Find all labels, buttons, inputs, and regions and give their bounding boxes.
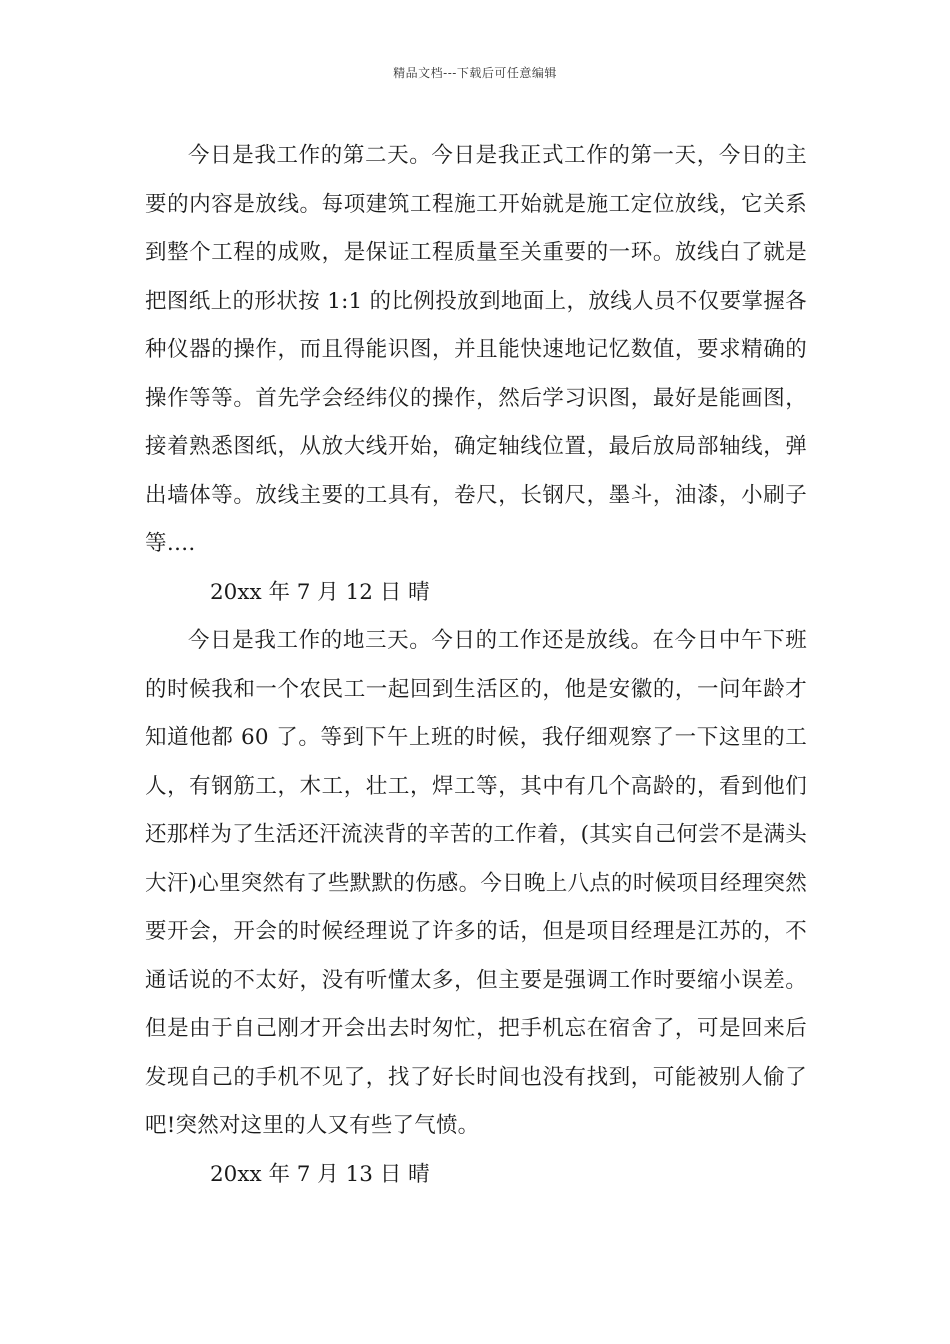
diary-paragraph-1: 今日是我工作的第二天。今日是我正式工作的第一天，今日的主要的内容是放线。每项建筑工程施工开始就是施工定位放线，它关系到整个工程的成败，是保证工程质量至关重要的一环。放线白了就是把图纸上的形状按 1:1 的比例投放到地面上，放线人员不仅要掌握各种仪器的操作，而且得能识图，并且能快速地记忆数值，要求精确的操作等等。首先学会经纬仪的操作，然后学习识图，最好是能画图，接着熟悉图纸，从放大线开始，确定轴线位置，最后放局部轴线，弹出墙体等。放线主要的工具有，卷尺，长钢尺，墨斗，油漆，小刷子等…. bbox=[145, 143, 807, 556]
diary-date-2: 20xx 年 7 月 13 日 晴 bbox=[210, 1161, 430, 1187]
document-body bbox=[145, 132, 807, 1199]
document-header: 精品文档---下载后可任意编辑 bbox=[393, 66, 557, 80]
diary-date-1: 20xx 年 7 月 12 日 晴 bbox=[210, 579, 430, 605]
diary-paragraph-2: 今日是我工作的地三天。今日的工作还是放线。在今日中午下班的时候我和一个农民工一起回到生活区的，他是安徽的，一问年龄才知道他都 60 了。等到下午上班的时候，我仔细观察了一下这里的工人，有钢筋工，木工，壮工，焊工等，其中有几个高龄的，看到他们还那样为了生活还汗流浃背的辛苦的工作着，(其实自己何尝不是满头大汗)心里突然有了些默默的伤感。今日晚上八点的时候项目经理突然要开会，开会的时候经理说了许多的话，但是项目经理是江苏的，不通话说的不太好，没有听懂太多，但主要是强调工作时要缩小误差。但是由于自己刚才开会出去时匆忙，把手机忘在宿舍了，可是回来后发现自己的手机不见了，找了好长时间也没有找到，可能被别人偷了吧!突然对这里的人又有些了气愤。 bbox=[145, 628, 807, 1138]
